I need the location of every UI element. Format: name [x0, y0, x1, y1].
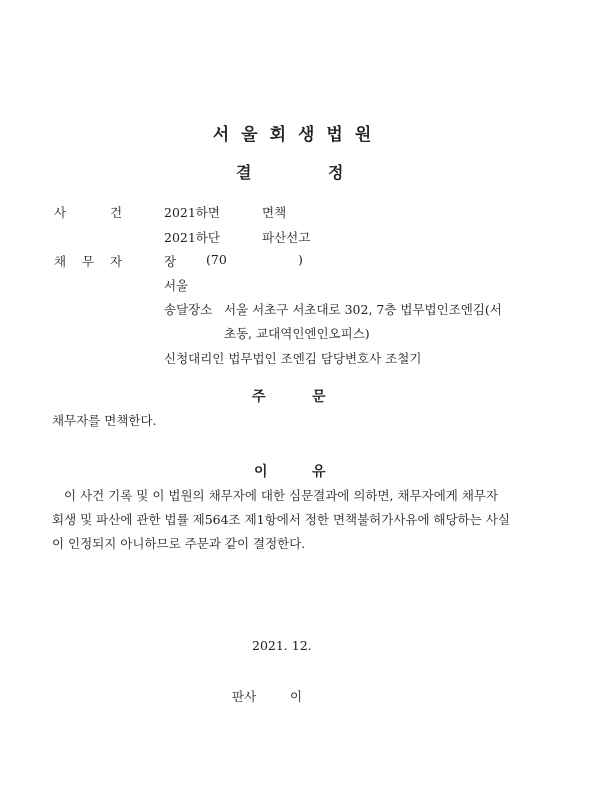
court-name: 서울회생법원	[212, 125, 384, 145]
debtor-id-prefix: (70	[206, 252, 227, 267]
order-heading-char-1: 주	[252, 389, 266, 405]
order-heading-char-2: 문	[312, 389, 326, 405]
document-title-left: 결	[236, 163, 252, 182]
case-type-2: 파산선고	[262, 230, 311, 245]
debtor-address: 서울	[164, 278, 189, 293]
case-number-2: 2021하단	[164, 230, 220, 245]
reason-paragraph	[52, 484, 552, 556]
reason-line-1: 이 사건 기록 및 이 법원의 채무자에 대한 심문결과에 의하면, 채무자에게 채무자	[64, 488, 499, 503]
debtor-label-char-1: 채	[54, 254, 67, 269]
debtor-name: 장	[164, 254, 177, 269]
document-title-right: 정	[328, 163, 344, 182]
debtor-id-suffix: )	[298, 252, 303, 267]
reason-line-2: 회생 및 파산에 관한 법률 제564조 제1항에서 정한 면책불허가사유에 해당하는 사실	[52, 512, 510, 527]
case-type-1: 면책	[262, 205, 287, 220]
judge-label: 판사	[232, 689, 257, 704]
judge-name: 이	[290, 689, 303, 704]
case-label-char-1: 사	[54, 205, 67, 220]
decision-date: 2021. 12.	[252, 638, 312, 653]
case-number-1: 2021하면	[164, 205, 220, 220]
reason-heading-char-2: 유	[312, 464, 326, 480]
agent-line: 신청대리인 법무법인 조엔김 담당변호사 조철기	[164, 351, 422, 366]
service-address-line-2: 초동, 교대역인엔인오피스)	[224, 326, 370, 341]
case-label-char-2: 건	[110, 205, 123, 220]
service-label: 송달장소	[164, 302, 213, 317]
debtor-label-char-2: 무	[82, 254, 95, 269]
reason-heading-char-1: 이	[254, 464, 268, 480]
debtor-label-char-3: 자	[110, 254, 123, 269]
service-address-line-1: 서울 서초구 서초대로 302, 7층 법무법인조엔김(서	[224, 302, 502, 317]
reason-line-3: 이 인정되지 아니하므로 주문과 같이 결정한다.	[52, 536, 306, 551]
order-text: 채무자를 면책한다.	[52, 413, 157, 428]
